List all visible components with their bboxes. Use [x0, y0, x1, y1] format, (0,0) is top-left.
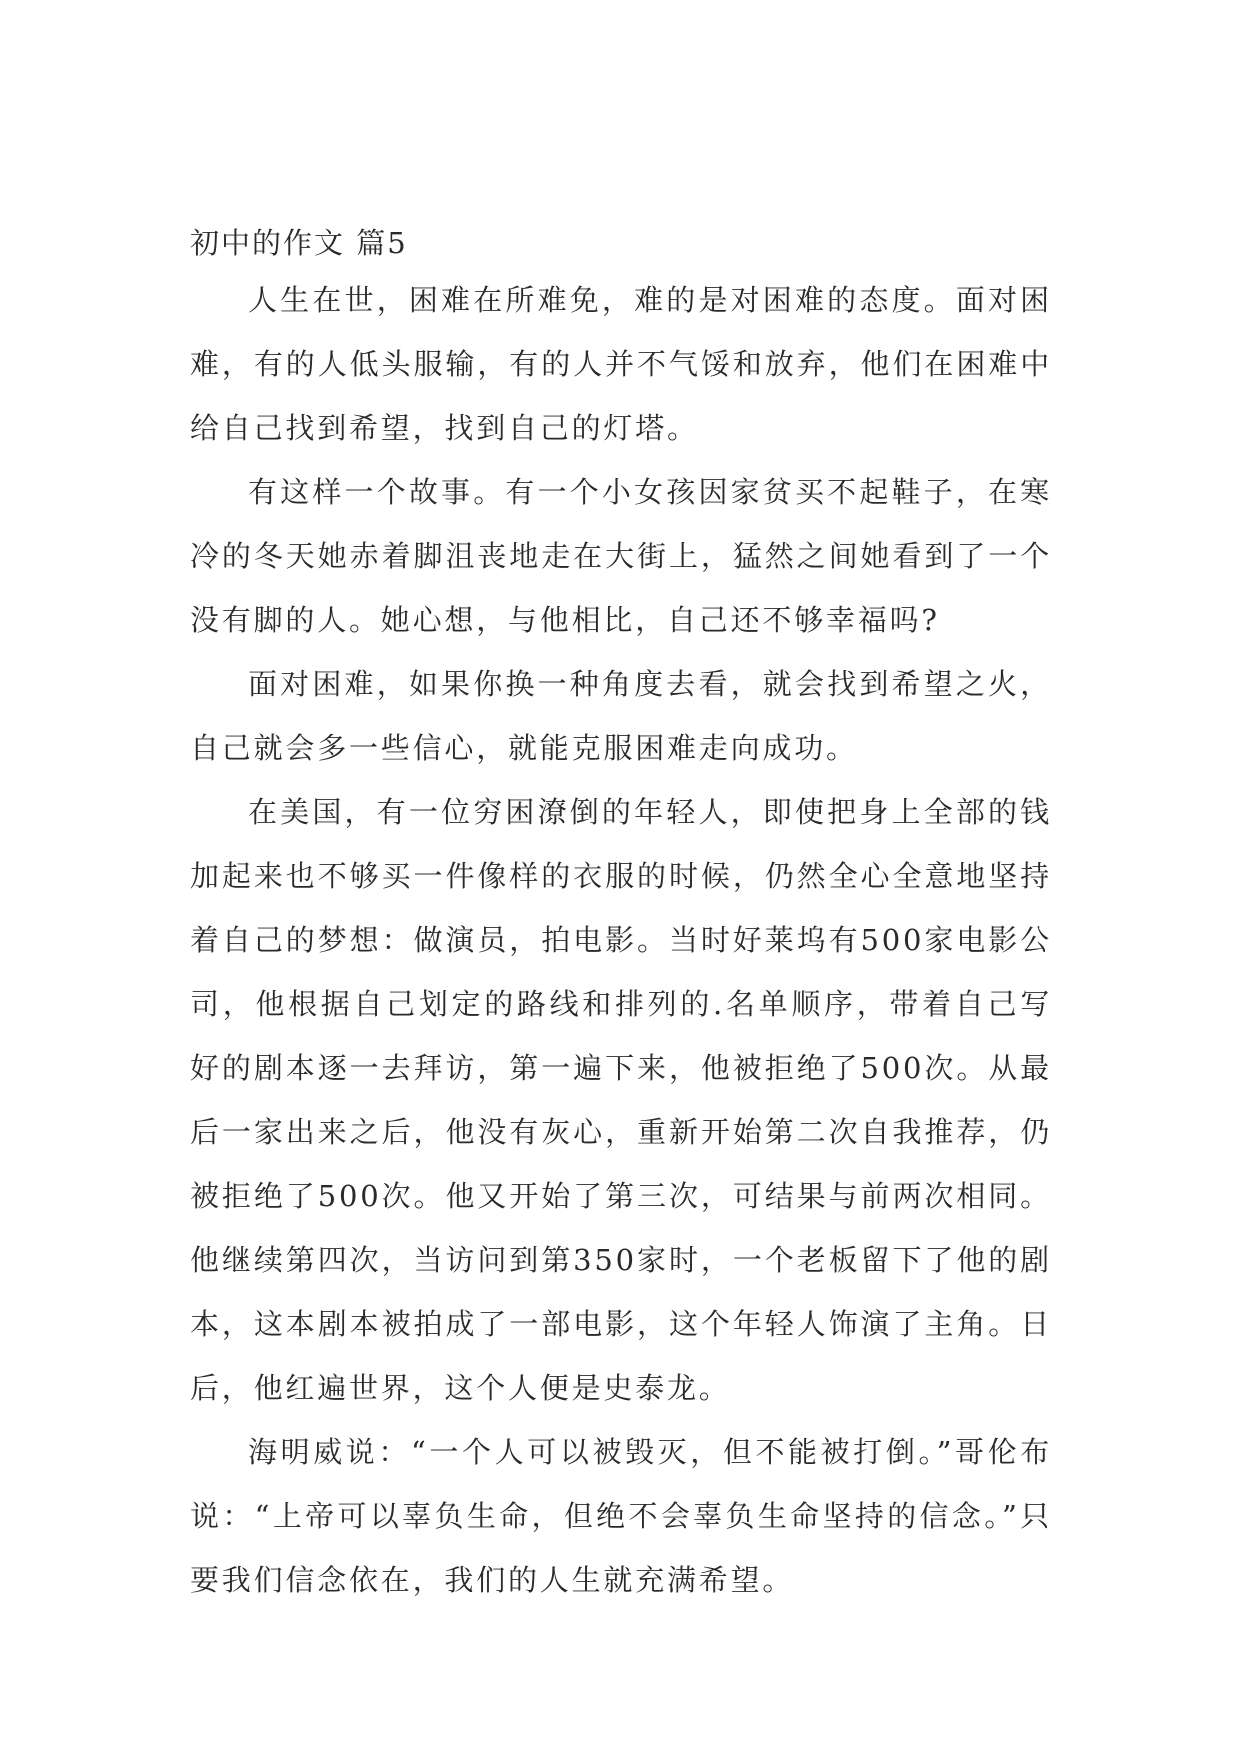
essay-paragraph-5: 海明威说：“一个人可以被毁灭，但不能被打倒。”哥伦布说：“上帝可以辜负生命，但绝不会辜负生命坚持的信念。”只要我们信念依在，我们的人生就充满希望。: [190, 1435, 1052, 1597]
essay-title: 初中的作文 篇5: [190, 226, 408, 260]
essay-paragraph-2: 有这样一个故事。有一个小女孩因家贫买不起鞋子，在寒冷的冬天她赤着脚沮丧地走在大街上，猛然之间她看到了一个没有脚的人。她心想，与他相比，自己还不够幸福吗?: [190, 475, 1052, 637]
essay-body: [190, 218, 1052, 1612]
essay-paragraph-1: 人生在世，困难在所难免，难的是对困难的态度。面对困难，有的人低头服输，有的人并不气馁和放弃，他们在困难中给自己找到希望，找到自己的灯塔。: [190, 283, 1052, 445]
essay-paragraph-3: 面对困难，如果你换一种角度去看，就会找到希望之火，自己就会多一些信心，就能克服困难走向成功。: [190, 667, 1052, 765]
essay-paragraph-4: 在美国，有一位穷困潦倒的年轻人，即使把身上全部的钱加起来也不够买一件像样的衣服的时候，仍然全心全意地坚持着自己的梦想：做演员，拍电影。当时好莱坞有500家电影公司，他根据自己划定的路线和排列的.名单顺序，带着自己写好的剧本逐一去拜访，第一遍下来，他被拒绝了500次。从最后一家出来之后，他没有灰心，重新开始第二次自我推荐，仍被拒绝了500次。他又开始了第三次，可结果与前两次相同。他继续第四次，当访问到第350家时，一个老板留下了他的剧本，这本剧本被拍成了一部电影，这个年轻人饰演了主角。日后，他红遍世界，这个人便是史泰龙。: [190, 795, 1052, 1405]
